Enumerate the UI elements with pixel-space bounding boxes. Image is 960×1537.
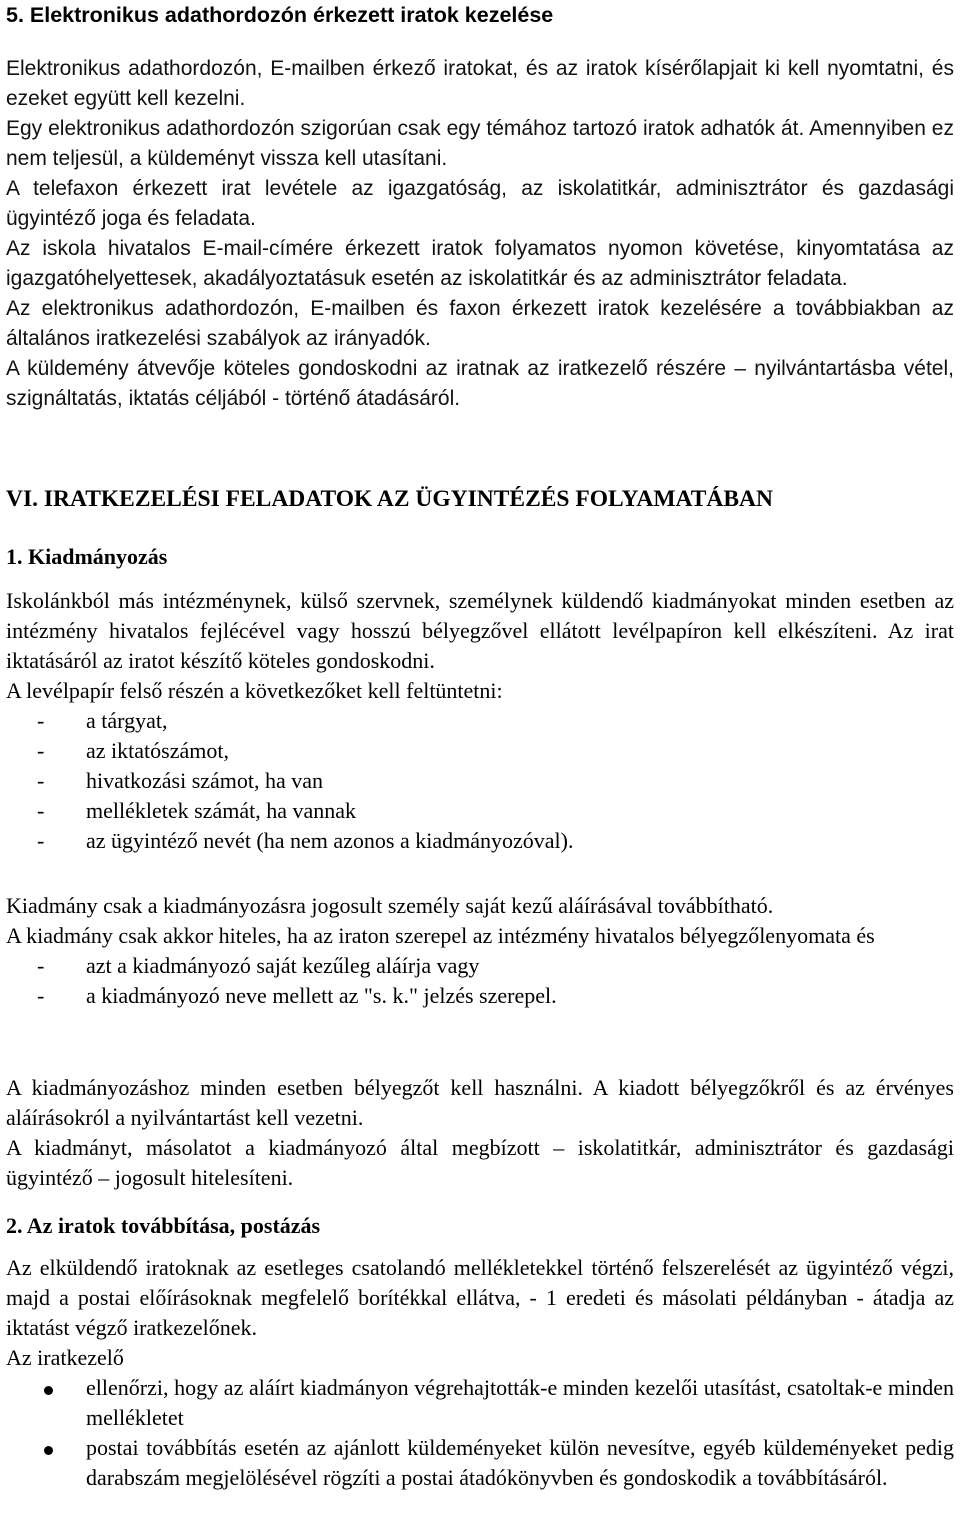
postazas-heading: 2. Az iratok továbbítása, postázás	[6, 1213, 321, 1238]
list-dash: -	[37, 738, 45, 763]
section-5-title: 5. Elektronikus adathordozón érkezett iratok kezelése	[6, 3, 554, 27]
paragraph: A kiadmányozáshoz minden esetben bélyegzőt kell használni. A kiadott bélyegzőkről és az érvényes aláírásokról a nyilvántartást kell vezetni.	[6, 1075, 954, 1130]
paragraph: A telefaxon érkezett irat levétele az igazgatóság, az iskolatitkár, adminisztrátor és gazdasági ügyintéző joga és feladata.	[6, 177, 954, 230]
list-item: - azt a kiadmányozó saját kezűleg aláírja vagy	[6, 951, 954, 981]
bullet-icon	[44, 1386, 53, 1395]
paragraph: A kiadmányt, másolatot a kiadmányozó által megbízott – iskolatitkár, adminisztrátor és gazdasági ügyintéző – jogosult hitelesíteni.	[6, 1135, 954, 1190]
bullet-icon	[44, 1446, 53, 1455]
kiadmanyozas-heading: 1. Kiadmányozás	[6, 544, 168, 569]
list-item: ellenőrzi, hogy az aláírt kiadmányon végrehajtották-e minden kezelői utasítást, csatoltak-e minden mellékletet	[6, 1373, 954, 1433]
kiadmanyozas-block-3	[6, 1073, 954, 1193]
list-item: - hivatkozási számot, ha van	[6, 766, 954, 796]
required-fields-list	[6, 706, 954, 856]
list-item: postai továbbítás esetén az ajánlott küldeményeket külön nevesítve, egyéb küldeményeket pedig darabszám megjelölésével rögzíti a postai átadókönyvben és gondoskodik a továbbításáról.	[6, 1433, 954, 1493]
list-dash: -	[37, 768, 45, 793]
paragraph: Elektronikus adathordozón, E-mailben érkező iratokat, és az iratok kísérőlapjait ki kell nyomtatni, és ezeket együtt kell kezelni.	[6, 57, 954, 110]
paragraph: Iskolánkból más intézménynek, külső szervnek, személynek küldendő kiadmányokat minden esetben az intézmény hivatalos fejlécével vagy hosszú bélyegzővel ellátott levélpapíron kell elkészíteni. Az irat iktatásáról az iratot készítő köteles gondoskodni.	[6, 588, 954, 673]
paragraph: Az elküldendő iratoknak az esetleges csatolandó mellékletekkel történő felszerelését az ügyintéző végzi, majd a postai előírásoknak megfelelő borítékkal ellátva, - 1 eredeti és másolati példányban - átadja az iktatást végző iratkezelőnek.	[6, 1255, 954, 1340]
iratkezelo-duties-list	[6, 1373, 954, 1493]
paragraph: Kiadmány csak a kiadmányozásra jogosult személy saját kezű aláírásával továbbítható.	[6, 893, 774, 918]
authentication-list	[6, 951, 954, 1011]
section-5-body	[6, 54, 954, 414]
kiadmanyozas-block-1	[6, 586, 954, 856]
list-dash: -	[37, 828, 45, 853]
paragraph: Az iskola hivatalos E-mail-címére érkezett iratok folyamatos nyomon követése, kinyomtatása az igazgatóhelyettesek, akadályoztatásuk esetén az iskolatitkár és az adminisztrátor feladata.	[6, 237, 954, 290]
paragraph: Az elektronikus adathordozón, E-mailben és faxon érkezett iratok kezelésére a továbbiakban az általános iratkezelési szabályok az irányadók.	[6, 297, 954, 350]
list-dash: -	[37, 983, 45, 1008]
paragraph: Egy elektronikus adathordozón szigorúan csak egy témához tartozó iratok adhatók át. Amennyiben ez nem teljesül, a küldeményt vissza kell utasítani.	[6, 117, 954, 170]
chapter-6-title: VI. IRATKEZELÉSI FELADATOK AZ ÜGYINTÉZÉS FOLYAMATÁBAN	[6, 486, 773, 512]
list-dash: -	[37, 798, 45, 823]
list-item: - az iktatószámot,	[6, 736, 954, 766]
list-item: - a kiadmányozó neve mellett az "s. k." jelzés szerepel.	[6, 981, 954, 1011]
paragraph: A kiadmány csak akkor hiteles, ha az iraton szerepel az intézmény hivatalos bélyegzőlenyomata és	[6, 923, 875, 948]
kiadmanyozas-block-2	[6, 891, 954, 1011]
list-item: - az ügyintéző nevét (ha nem azonos a kiadmányozóval).	[6, 826, 954, 856]
list-item: - mellékletek számát, ha vannak	[6, 796, 954, 826]
postazas-body	[6, 1253, 954, 1493]
paragraph: A levélpapír felső részén a következőket kell feltüntetni:	[6, 678, 503, 703]
list-dash: -	[37, 953, 45, 978]
list-dash: -	[37, 708, 45, 733]
list-item: - a tárgyat,	[6, 706, 954, 736]
paragraph: Az iratkezelő	[6, 1345, 124, 1370]
paragraph: A küldemény átvevője köteles gondoskodni az iratnak az iratkezelő részére – nyilvántartásba vétel, szignáltatás, iktatás céljából - történő átadásáról.	[6, 357, 954, 410]
